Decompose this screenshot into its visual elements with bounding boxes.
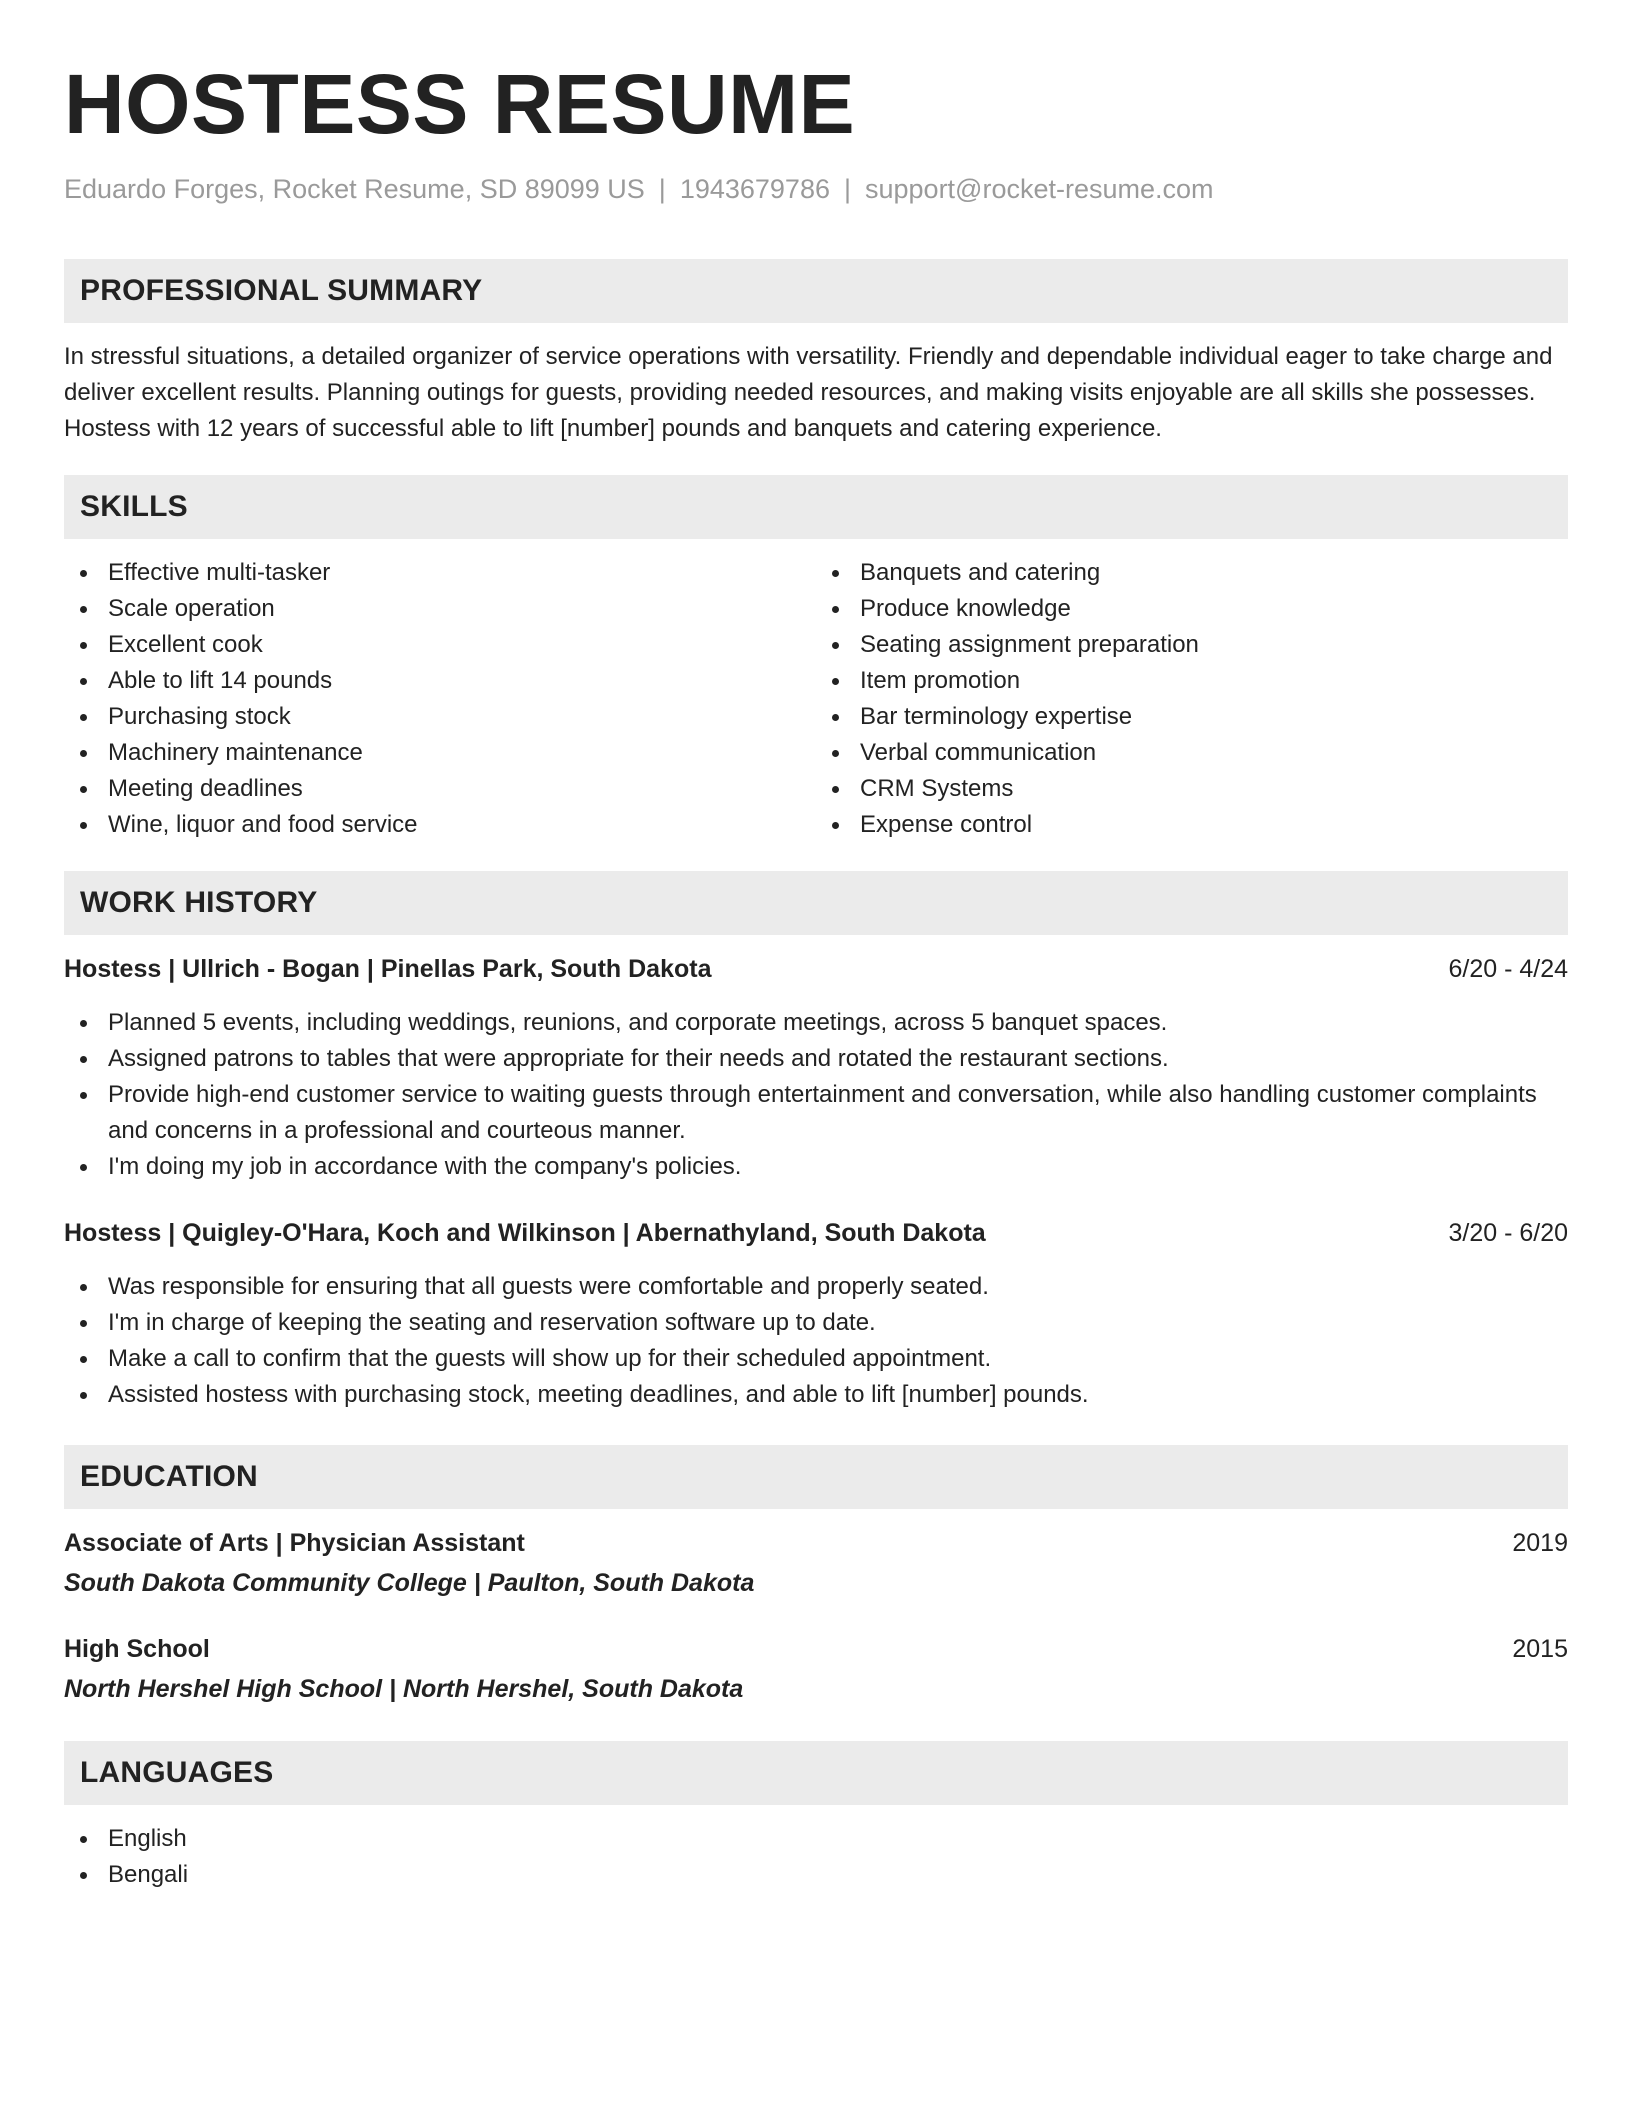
contact-email: support@rocket-resume.com	[865, 174, 1214, 205]
skill-item: Purchasing stock	[64, 699, 816, 735]
skill-item: Produce knowledge	[816, 591, 1568, 627]
job-bullet: Was responsible for ensuring that all guests were comfortable and properly seated.	[64, 1269, 1568, 1305]
resume-title: HOSTESS RESUME	[64, 57, 856, 151]
contact-address: Eduardo Forges, Rocket Resume, SD 89099 US	[64, 174, 645, 205]
contact-separator: |	[658, 174, 666, 205]
job-header	[64, 1215, 1568, 1251]
skill-item: Able to lift 14 pounds	[64, 663, 816, 699]
summary-heading: PROFESSIONAL SUMMARY	[64, 259, 1568, 323]
work-section	[64, 871, 1568, 1413]
skills-column-left	[64, 555, 816, 843]
skills-section	[64, 475, 1568, 843]
skill-item: Expense control	[816, 807, 1568, 843]
summary-text: In stressful situations, a detailed organizer of service operations with versatility. Friendly and dependable individual eager to take charge and deliver excellent results. Planning outings for guests, providing needed resources, and making visits enjoyable are all skills she possesses. Hostess with 12 years of successful able to lift [number] pounds and banquets and catering experience.	[64, 343, 1553, 443]
job-bullet: Assigned patrons to tables that were appropriate for their needs and rotated the restaurant sections.	[64, 1041, 1568, 1077]
job-entry	[64, 951, 1568, 1185]
job-dates: 6/20 - 4/24	[1448, 955, 1568, 984]
skill-item: Excellent cook	[64, 627, 816, 663]
job-title: Hostess | Ullrich - Bogan | Pinellas Park, South Dakota	[64, 955, 712, 984]
contact-phone: 1943679786	[679, 174, 830, 205]
job-title: Hostess | Quigley-O'Hara, Koch and Wilkinson | Abernathyland, South Dakota	[64, 1219, 986, 1248]
summary-section	[64, 259, 1568, 447]
education-school: North Hershel High School | North Hershel, South Dakota	[64, 1675, 744, 1704]
education-heading: EDUCATION	[64, 1445, 1568, 1509]
skill-item: Verbal communication	[816, 735, 1568, 771]
job-bullets	[64, 1005, 1568, 1185]
skill-item: CRM Systems	[816, 771, 1568, 807]
education-year: 2019	[1512, 1529, 1568, 1558]
job-header	[64, 951, 1568, 987]
job-bullet: Planned 5 events, including weddings, reunions, and corporate meetings, across 5 banquet spaces.	[64, 1005, 1568, 1041]
skills-column-right	[816, 555, 1568, 843]
education-school: South Dakota Community College | Paulton, South Dakota	[64, 1569, 755, 1598]
job-bullet: I'm in charge of keeping the seating and reservation software up to date.	[64, 1305, 1568, 1341]
skill-item: Scale operation	[64, 591, 816, 627]
language-item: English	[64, 1821, 1568, 1857]
skill-item: Item promotion	[816, 663, 1568, 699]
job-bullet: Assisted hostess with purchasing stock, meeting deadlines, and able to lift [number] pounds.	[64, 1377, 1568, 1413]
skill-item: Machinery maintenance	[64, 735, 816, 771]
skill-item: Bar terminology expertise	[816, 699, 1568, 735]
education-year: 2015	[1512, 1635, 1568, 1664]
job-bullet: Provide high-end customer service to waiting guests through entertainment and conversation, while also handling customer complaints and concerns in a professional and courteous manner.	[64, 1077, 1568, 1149]
skills-heading: SKILLS	[64, 475, 1568, 539]
language-item: Bengali	[64, 1857, 1568, 1893]
skill-item: Banquets and catering	[816, 555, 1568, 591]
work-heading: WORK HISTORY	[64, 871, 1568, 935]
job-entry	[64, 1215, 1568, 1413]
contact-line	[64, 172, 1568, 207]
education-header	[64, 1525, 1568, 1561]
skill-item: Effective multi-tasker	[64, 555, 816, 591]
job-bullet: I'm doing my job in accordance with the company's policies.	[64, 1149, 1568, 1185]
job-dates: 3/20 - 6/20	[1448, 1219, 1568, 1248]
skill-item: Seating assignment preparation	[816, 627, 1568, 663]
skills-grid	[64, 555, 1568, 843]
education-entry	[64, 1631, 1568, 1707]
languages-heading: LANGUAGES	[64, 1741, 1568, 1805]
job-bullets	[64, 1269, 1568, 1413]
education-entry	[64, 1525, 1568, 1601]
education-section	[64, 1445, 1568, 1707]
skill-item: Meeting deadlines	[64, 771, 816, 807]
education-header	[64, 1631, 1568, 1667]
languages-list	[64, 1821, 1568, 1893]
skill-item: Wine, liquor and food service	[64, 807, 816, 843]
education-degree: High School	[64, 1635, 210, 1664]
job-bullet: Make a call to confirm that the guests will show up for their scheduled appointment.	[64, 1341, 1568, 1377]
education-degree: Associate of Arts | Physician Assistant	[64, 1529, 525, 1558]
contact-separator: |	[843, 174, 851, 205]
languages-section	[64, 1741, 1568, 1893]
